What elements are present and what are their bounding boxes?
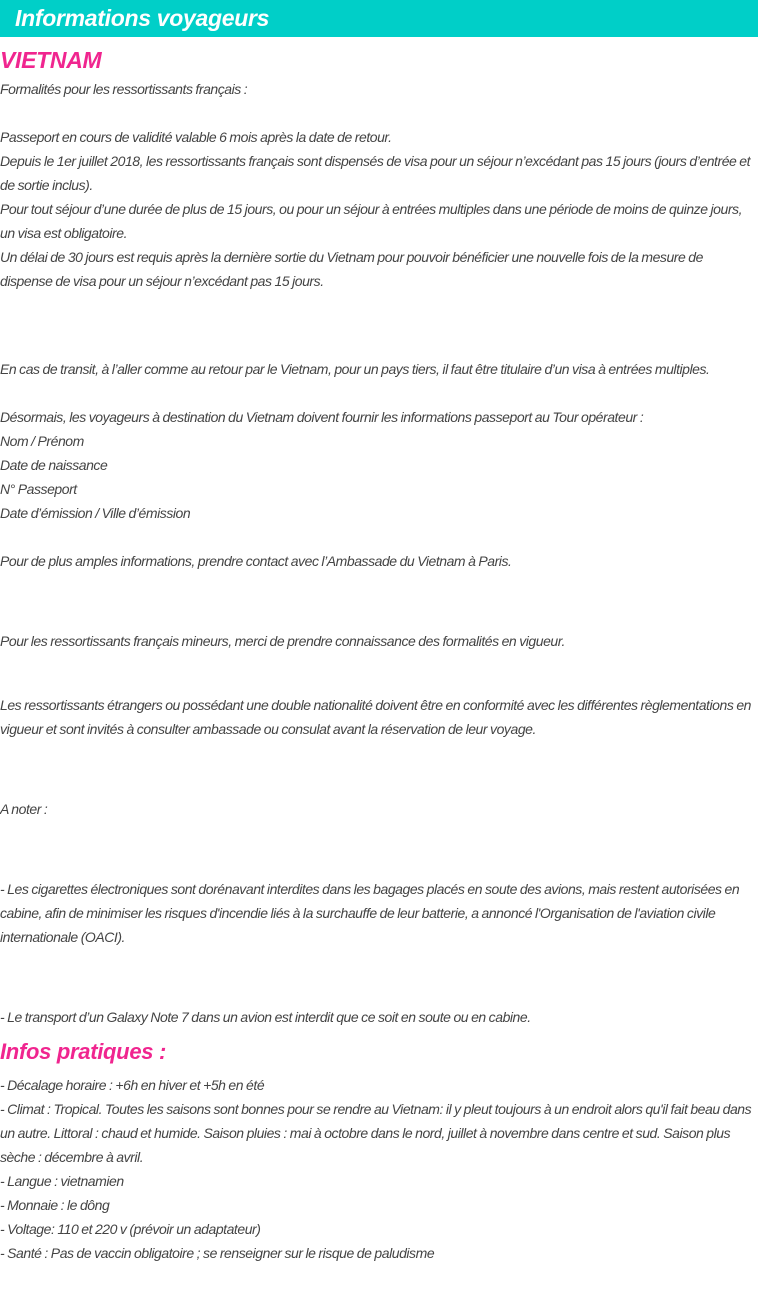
infos-pratiques-heading: Infos pratiques : [0,1039,167,1064]
header-banner [0,0,758,37]
passport-field: Nom / Prénom [0,433,84,449]
info-item: - Santé : Pas de vaccin obligatoire ; se renseigner sur le risque de paludisme [0,1245,435,1261]
info-item: - Monnaie : le dông [0,1197,110,1213]
passport-field: Date de naissance [0,457,108,473]
infos-pratiques-list [0,1073,758,1265]
note-galaxy: - Le transport d’un Galaxy Note 7 dans un avion est interdit que ce soit en soute ou en cabine. [0,1009,531,1025]
foreigners-text: Les ressortissants étrangers ou possédant une double nationalité doivent être en conformité avec les différentes règlementations en vigueur et sont invités à consulter ambassade ou consulat avant la réservation de leur voyage. [0,697,751,737]
minors-text: Pour les ressortissants français mineurs, merci de prendre connaissance des formalités en vigueur. [0,633,565,649]
country-heading: VIETNAM [0,47,102,73]
formalites-line: Pour tout séjour d’une durée de plus de 15 jours, ou pour un séjour à entrées multiples dans une période de moins de quinze jours, un visa est obligatoire. [0,201,743,241]
passport-field: Date d’émission / Ville d’émission [0,505,191,521]
formalites-line: Depuis le 1er juillet 2018, les ressortissants français sont dispensés de visa pour un séjour n’excédant pas 15 jours (jours d’entrée et de sortie inclus). [0,153,751,193]
contact-text: Pour de plus amples informations, prendre contact avec l’Ambassade du Vietnam à Paris. [0,553,512,569]
passport-info-intro: Désormais, les voyageurs à destination du Vietnam doivent fournir les informations passeport au Tour opérateur : [0,409,644,425]
transit-text: En cas de transit, à l’aller comme au retour par le Vietnam, pour un pays tiers, il faut être titulaire d’un visa à entrées multiples. [0,361,710,377]
formalites-intro: Formalités pour les ressortissants français : [0,81,248,97]
note-label: A noter : [0,801,48,817]
formalites-line: Un délai de 30 jours est requis après la dernière sortie du Vietnam pour pouvoir bénéficier une nouvelle fois de la mesure de dispense de visa pour un séjour n’excédant pas 15 jours. [0,249,703,289]
info-item: - Décalage horaire : +6h en hiver et +5h en été [0,1077,265,1093]
info-item: - Voltage: 110 et 220 v (prévoir un adaptateur) [0,1221,261,1237]
passport-field: N° Passeport [0,481,77,497]
formalites-line: Passeport en cours de validité valable 6 mois après la date de retour. [0,129,392,145]
info-item: - Climat : Tropical. Toutes les saisons sont bonnes pour se rendre au Vietnam: il y pleut toujours à un endroit alors qu'il fait beau dans un autre. Littoral : chaud et humide. Saison pluies : mai à octobre dans le nord, juillet à novembre dans centre et sud. Saison plus sèche : décembre à avril. [0,1101,752,1165]
note-ecig: - Les cigarettes électroniques sont dorénavant interdites dans les bagages placés en soute des avions, mais restent autorisées en cabine, afin de minimiser les risques d'incendie liés à la surchauffe de leur batterie, a annoncé l'Organisation de l'aviation civile internationale (OACI). [0,881,740,945]
formalites-section [0,77,758,1029]
page-title: Informations voyageurs [15,5,270,31]
info-item: - Langue : vietnamien [0,1173,124,1189]
